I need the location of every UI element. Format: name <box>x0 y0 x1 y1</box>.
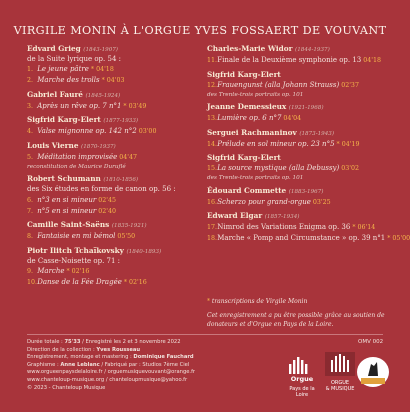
track-item: 10. Danse de la Fée Dragée * 02'16 <box>27 278 147 287</box>
orgue-musique-logo <box>325 352 355 392</box>
composer-name: Jeanne Demessieux (1921-1968) <box>207 102 324 111</box>
composer-name: Charles-Marie Widor (1844-1937) <box>207 44 330 53</box>
track-item: 11. Finale de la Deuxième symphonie op. 13 04'18 <box>207 56 382 64</box>
organ-pipes-icon <box>285 356 319 382</box>
composer-section <box>27 174 199 216</box>
track-note: des Trente-trois portraits op. 101 <box>207 91 304 98</box>
composer-section <box>207 102 383 124</box>
track-item: 16. Scherzo pour grand-orgue 03'25 <box>207 197 331 206</box>
track-note: des Trente-trois portraits op. 101 <box>207 175 304 181</box>
credit-line: © 2023 - Chanteloup Musique <box>27 384 106 391</box>
tracklist-right-column <box>207 44 410 248</box>
composer-name: Camille Saint-Saëns (1835-1921) <box>27 220 147 230</box>
album-title: VIRGILE MONIN À L'ORGUE YVES FOSSAERT DE VOUVANT <box>13 24 387 37</box>
composer-section <box>207 70 383 99</box>
work-title: des Six études en forme de canon op. 56 : <box>27 185 176 194</box>
composer-name: Gabriel Fauré (1845-1924) <box>27 89 121 99</box>
track-item: 7. n°5 en si mineur 02'40 <box>27 206 117 215</box>
composer-name: Sigfrid Karg-Elert <box>207 153 281 162</box>
credit-line: Direction de la collection : Yves Rousseau <box>27 346 141 353</box>
credit-line: www.orgueenpaysdelaloire.fr / orguemusiquevouvant@orange.fr <box>27 369 196 376</box>
track-item: 13. Lumière op. 6 n°7 04'04 <box>207 114 302 122</box>
support-note: Cet enregistrement a pu être possible grâce au soutien de donateurs et d'Orgue en Pays de la Loire. <box>207 312 385 328</box>
composer-section <box>27 115 199 137</box>
composer-section <box>27 220 199 242</box>
credit-line: www.chanteloup-musique.org / chanteloupmusique@yahoo.fr <box>27 376 188 383</box>
credit-line: Enregistrement, montage et mastering : Dominique Fauchard <box>27 354 194 361</box>
track-item: 4. Valse mignonne op. 142 n°2 03'00 <box>27 127 157 136</box>
tracklist-left-column <box>27 44 199 292</box>
orgue-pays-logo <box>285 356 319 398</box>
composer-section <box>207 186 383 208</box>
composer-name: Piotr Ilitch Tchaïkovsky (1840-1893) <box>27 245 162 255</box>
work-title: de Casse-Noisette op. 71 : <box>27 256 121 265</box>
composer-name: Edvard Grieg (1843-1907) <box>27 44 118 53</box>
track-item: 14. Prélude en sol mineur op. 23 n°5 * 04'19 <box>207 139 360 148</box>
composer-name: Robert Schumann (1810-1856) <box>27 174 139 184</box>
composer-name: Sigfrid Karg-Elert <box>207 69 281 79</box>
composer-section <box>207 128 383 150</box>
composer-section <box>27 141 199 171</box>
transcription-footnote: * transcriptions de Virgile Monin <box>207 298 308 305</box>
composer-section <box>207 211 410 244</box>
composer-section <box>207 44 383 66</box>
svg-text:Orgue: Orgue <box>290 375 314 383</box>
work-title: de la Suite lyrique op. 54 : <box>27 55 121 63</box>
composer-name: Édouard Commette (1883-1967) <box>207 185 324 195</box>
composer-name: Louis Vierne (1870-1937) <box>27 140 116 150</box>
divider <box>27 334 383 335</box>
track-note: reconstitution de Maurice Duruflé <box>27 163 126 170</box>
track-item: 9. Marche * 02'16 <box>27 267 90 276</box>
credit-line: Graphisme : Anne Leblanc / Fabriqué par : Studios 7ème Ciel <box>27 361 190 368</box>
track-item: 8. Fantaisie en mi bémol 05'50 <box>27 232 136 241</box>
composer-name: Sigfrid Karg-Elert (1877-1933) <box>27 115 139 125</box>
logo-caption: Pays de la Loire <box>289 386 315 398</box>
organ-pipes-icon <box>325 352 355 376</box>
track-item: 3. Après un rêve op. 7 n°1 * 03'49 <box>27 101 147 110</box>
track-item: 17. Nimrod des Variations Enigma op. 36 * 06'14 <box>207 223 376 231</box>
composer-name: Serguei Rachmaninov (1873-1943) <box>207 127 335 137</box>
logo-caption: ORGUE & MUSIQUE <box>325 380 355 392</box>
chanteloup-logo <box>356 356 390 392</box>
composer-name: Edward Elgar (1857-1934) <box>207 211 300 220</box>
catalog-number: OMV 002 <box>358 339 384 345</box>
track-item: 1. Le jeune pâtre * 04'18 <box>27 65 114 74</box>
track-item: 6. n°3 en si mineur 02'45 <box>27 195 117 204</box>
composer-section <box>207 153 383 182</box>
track-item: 15. La source mystique (alla Debussy) 03'02 <box>207 164 359 172</box>
track-item: 18. Marche « Pomp and Circumstance » op. 39 n°1 * 05'00 <box>207 234 410 242</box>
track-item: 12. Frauengunst (alla Johann Strauss) 02'37 <box>207 80 359 89</box>
track-item: 2. Marche des trolls * 04'03 <box>27 76 125 85</box>
chanteloup-emblem-icon <box>356 356 390 388</box>
credits-block <box>27 339 277 392</box>
composer-section <box>27 44 199 86</box>
credit-line: Durée totale : 75'33 / Enregistré les 2 et 3 novembre 2022 <box>27 339 181 345</box>
composer-section <box>27 246 199 288</box>
composer-section <box>27 90 199 112</box>
track-item: 5. Méditation improvisée 04'47 <box>27 152 138 161</box>
